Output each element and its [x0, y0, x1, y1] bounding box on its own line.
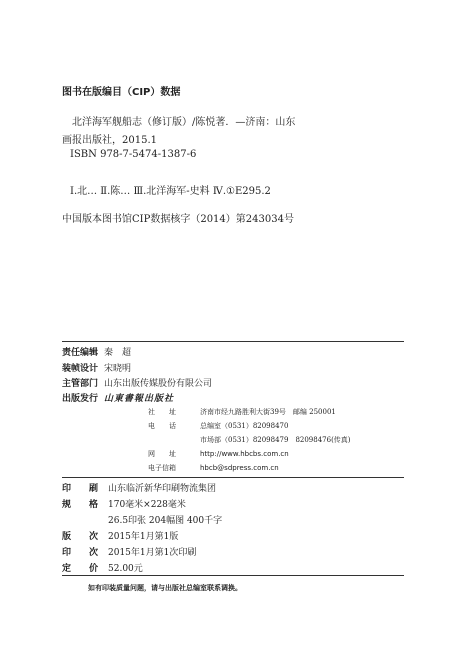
credit-phone-2	[200, 435, 351, 445]
spec-format-2	[108, 513, 222, 526]
spec-printer	[62, 481, 216, 494]
credit-editor-value: 秦 超	[104, 348, 132, 358]
spec-format-value-1: 170毫米×228毫米	[108, 500, 186, 510]
spec-price-value: 52.00元	[108, 564, 143, 574]
publisher-logo-text: 山東書報出版社	[104, 394, 175, 404]
divider-middle	[62, 477, 404, 478]
credit-address-value: 济南市经九路胜利大街39号 邮编 250001	[200, 408, 336, 416]
credit-web-label: 网 址	[148, 450, 176, 458]
spec-edition	[62, 529, 178, 542]
spec-price-label: 定 价	[62, 564, 99, 574]
quality-notice: 如有印装质量问题，请与出版社总编室联系调换。	[88, 584, 242, 592]
cip-title-line: 北洋海军舰船志（修订版）/陈悦著．—济南：山东	[72, 117, 296, 128]
credit-phone-label: 电 话	[148, 422, 176, 430]
divider-top	[62, 341, 404, 342]
credit-editor	[62, 345, 131, 358]
cip-record-number: 中国版本图书馆CIP数据核字（2014）第243034号	[62, 214, 294, 225]
spec-format-label: 规 格	[62, 500, 99, 510]
spec-format	[62, 497, 186, 510]
spec-format-value-2: 26.5印张 204幅图 400千字	[108, 516, 223, 526]
credit-address	[148, 407, 336, 417]
credit-publisher-label: 出版发行	[62, 394, 99, 404]
credit-phone	[148, 421, 288, 431]
credit-designer-label: 装帧设计	[62, 364, 99, 374]
credit-phone-value-2: 市场部（0531）82098479 82098476(传真)	[200, 436, 351, 444]
credit-email-label: 电子信箱	[148, 464, 176, 472]
credit-department-label: 主管部门	[62, 379, 99, 389]
credit-department	[62, 376, 212, 389]
spec-impression	[62, 545, 196, 558]
cip-isbn: ISBN 978-7-5474-1387-6	[70, 149, 197, 160]
cip-heading: 图书在版编目（CIP）数据	[62, 87, 181, 98]
spec-printer-label: 印 刷	[62, 484, 99, 494]
spec-edition-label: 版 次	[62, 532, 99, 542]
credit-phone-value-1: 总编室（0531）82098470	[200, 422, 289, 430]
credit-designer	[62, 361, 131, 374]
credit-web-value: http://www.hbcbs.com.cn	[200, 450, 289, 458]
spec-price	[62, 561, 143, 574]
spec-edition-value: 2015年1月第1版	[108, 532, 179, 542]
credit-department-value: 山东出版传媒股份有限公司	[104, 379, 213, 389]
credit-editor-label: 责任编辑	[62, 348, 99, 358]
spec-impression-label: 印 次	[62, 548, 99, 558]
credit-email	[148, 463, 279, 473]
divider-bottom	[62, 575, 404, 576]
spec-printer-value: 山东临沂新华印刷物流集团	[108, 484, 217, 494]
cip-publisher-line: 画报出版社，2015.1	[62, 135, 157, 146]
credit-designer-value: 宋晓明	[104, 364, 132, 374]
credit-web	[148, 449, 289, 459]
credit-email-value: hbcb@sdpress.com.cn	[200, 464, 279, 472]
cip-classification: Ⅰ.北… Ⅱ.陈… Ⅲ.北洋海军-史料 Ⅳ.①E295.2	[70, 186, 271, 197]
credit-address-label: 社 址	[148, 408, 176, 416]
credit-publisher	[62, 391, 174, 404]
spec-impression-value: 2015年1月第1次印刷	[108, 548, 197, 558]
